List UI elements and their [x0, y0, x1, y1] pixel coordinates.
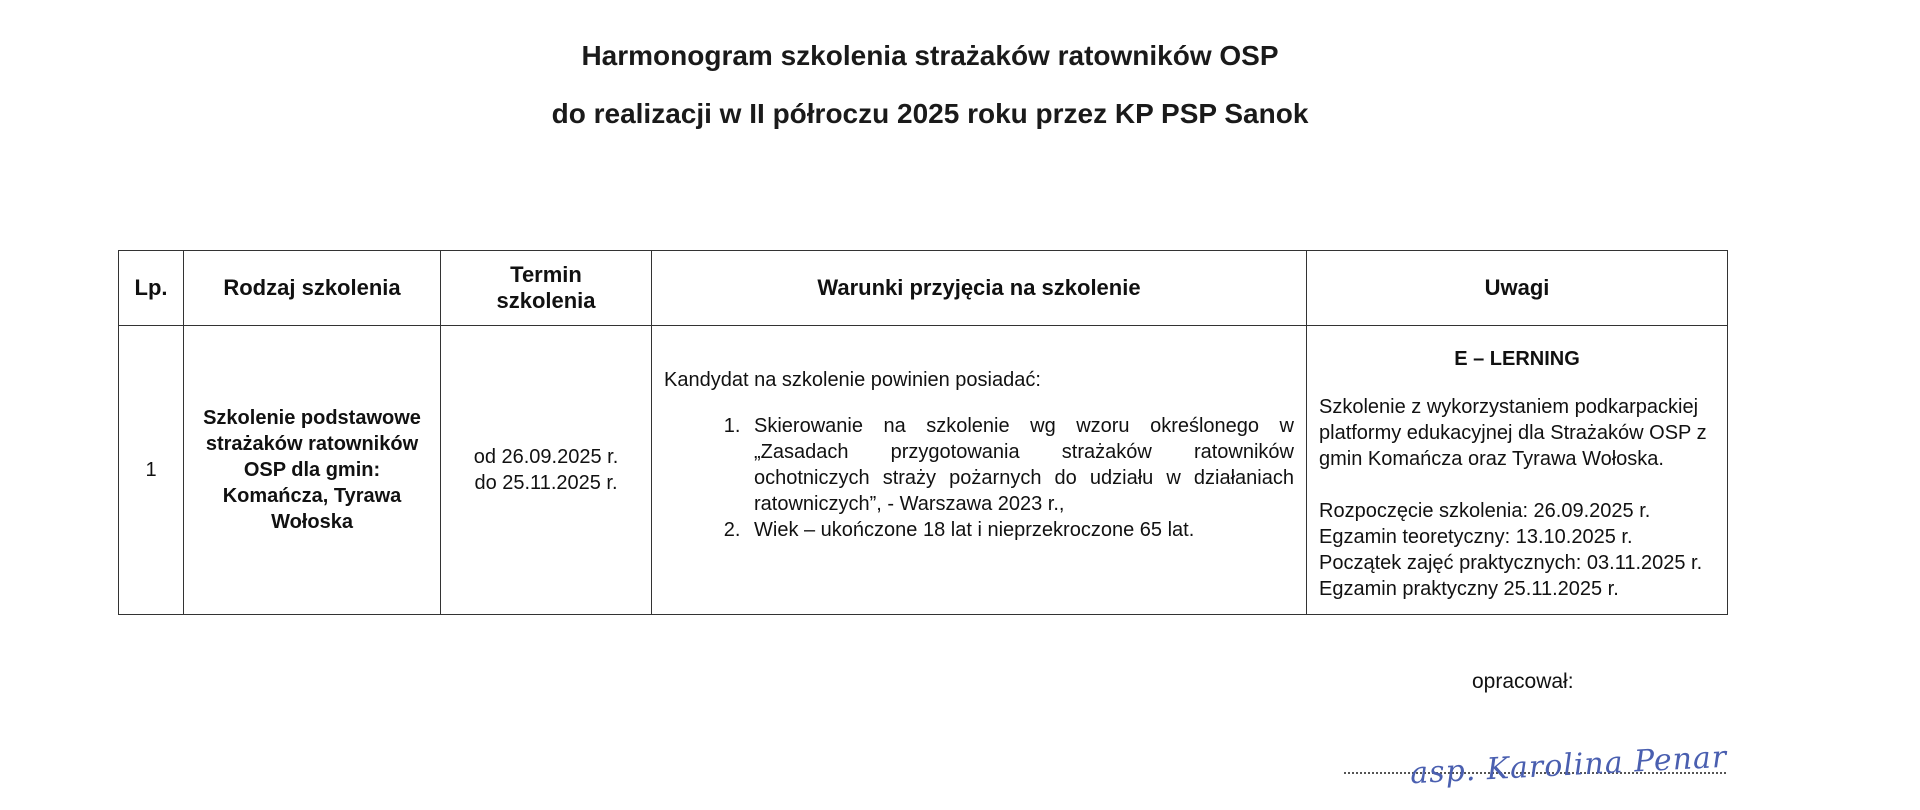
term-to: do 25.11.2025 r. [474, 472, 618, 494]
col-header-conditions: Warunki przyjęcia na szkolenie [652, 251, 1307, 326]
notes-description: Szkolenie z wykorzystaniem podkarpackiej platformy edukacyjnej dla Strażaków OSP z gmin Komańcza oraz Tyrawa Wołoska. [1319, 396, 1707, 470]
col-header-type: Rodzaj szkolenia [184, 251, 441, 326]
term-from: od 26.09.2025 r. [473, 446, 619, 468]
schedule-table [118, 250, 1728, 615]
cell-notes [1307, 326, 1728, 615]
cell-term [441, 326, 652, 615]
col-header-term-line1: Termin [510, 262, 582, 287]
document-subtitle: do realizacji w II półroczu 2025 roku przez KP PSP Sanok [551, 98, 1309, 129]
document-title: Harmonogram szkolenia strażaków ratowników OSP [581, 40, 1279, 71]
table-header-row [119, 251, 1728, 326]
notes-heading: E – LERNING [1454, 348, 1580, 370]
cell-conditions [652, 326, 1307, 615]
notes-schedule [1319, 498, 1715, 602]
notes-schedule-item: Egzamin teoretyczny: 13.10.2025 r. [1319, 526, 1633, 548]
col-header-notes: Uwagi [1307, 251, 1728, 326]
cell-lp: 1 [119, 326, 184, 615]
condition-item: 1. Skierowanie na szkolenie wg wzoru określonego w „Zasadach przygotowania strażaków ratowników ochotniczych straży pożarnych do udziału w działaniach ratowniczych”, - Warszawa 2023 r., [746, 413, 1294, 517]
cell-training-type: Szkolenie podstawowe strażaków ratowników OSP dla gmin: Komańcza, Tyrawa Wołoska [184, 326, 441, 615]
conditions-intro: Kandydat na szkolenie powinien posiadać: [664, 369, 1041, 391]
notes-schedule-item: Początek zajęć praktycznych: 03.11.2025 r. [1319, 552, 1703, 574]
handwritten-signature: asp. Karolina Penar [1409, 739, 1729, 792]
col-header-lp: Lp. [119, 251, 184, 326]
col-header-term-line2: szkolenia [496, 288, 596, 313]
conditions-list [664, 413, 1294, 543]
table-row [119, 326, 1728, 615]
notes-schedule-item: Rozpoczęcie szkolenia: 26.09.2025 r. [1319, 500, 1651, 522]
notes-schedule-item: Egzamin praktyczny 25.11.2025 r. [1319, 578, 1619, 600]
prepared-by-label: opracował: [1472, 670, 1574, 693]
col-header-term [441, 251, 652, 326]
condition-item: 2. Wiek – ukończone 18 lat i nieprzekroczone 65 lat. [746, 517, 1294, 543]
